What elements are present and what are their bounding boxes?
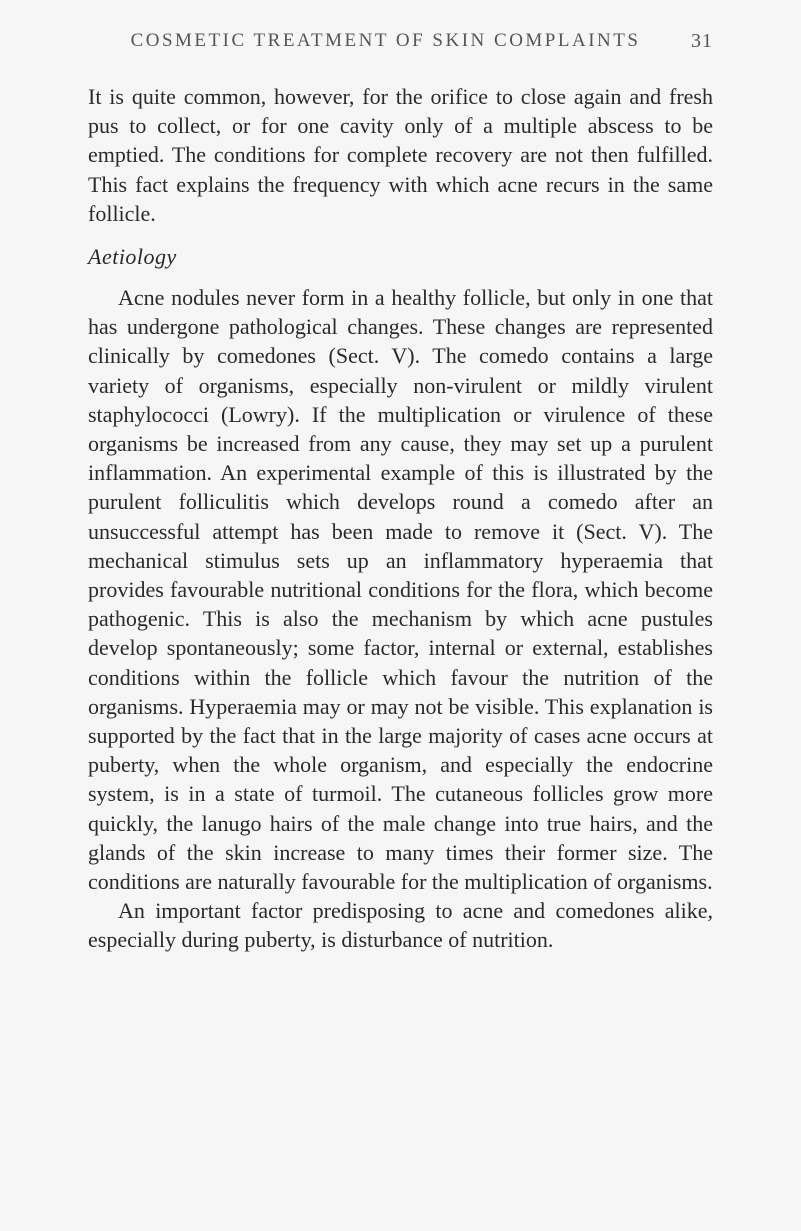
page-number: 31 <box>691 30 713 52</box>
running-head <box>88 30 713 60</box>
paragraph-continuation: It is quite common, however, for the orifice to close again and fresh pus to collect, or for one cavity only of a multiple abscess to be emptied. The conditions for complete recovery are not then fulfilled. This fact explains the frequency with which acne recurs in the same follicle. <box>88 84 713 226</box>
body-text <box>88 82 713 955</box>
running-title: COSMETIC TREATMENT OF SKIN COMPLAINTS <box>130 30 641 51</box>
paragraph-predisposing-factor: An important factor predisposing to acne and comedones alike, especially during puberty, is disturbance of nutrition. <box>88 898 713 953</box>
paragraph-aetiology: Acne nodules never form in a healthy follicle, but only in one that has undergone pathological changes. These changes are represented clinically by comedones (Sect. V). The comedo contains a large variety of organisms, especially non-virulent or mildly virulent staphylococci (Lowry). If the multiplication or virulence of these organisms be increased from any cause, they may set up a purulent inflammation. An experimental example of this is illustrated by the purulent folliculitis which develops round a comedo after an unsuccessful attempt has been made to remove it (Sect. V). The mechanical stimulus sets up an inflammatory hyperaemia that provides favourable nutritional conditions for the flora, which become pathogenic. This is also the mechanism by which acne pustules develop spontaneously; some factor, internal or external, establishes conditions within the follicle which favour the nutrition of the organisms. Hyperaemia may or may not be visible. This explanation is supported by the fact that in the large majority of cases acne occurs at puberty, when the whole organism, and especially the endocrine system, is in a state of turmoil. The cutaneous follicles grow more quickly, the lanugo hairs of the male change into true hairs, and the glands of the skin increase to many times their former size. The conditions are naturally favourable for the multiplication of organisms. <box>88 285 713 895</box>
section-heading: Aetiology <box>88 244 177 270</box>
